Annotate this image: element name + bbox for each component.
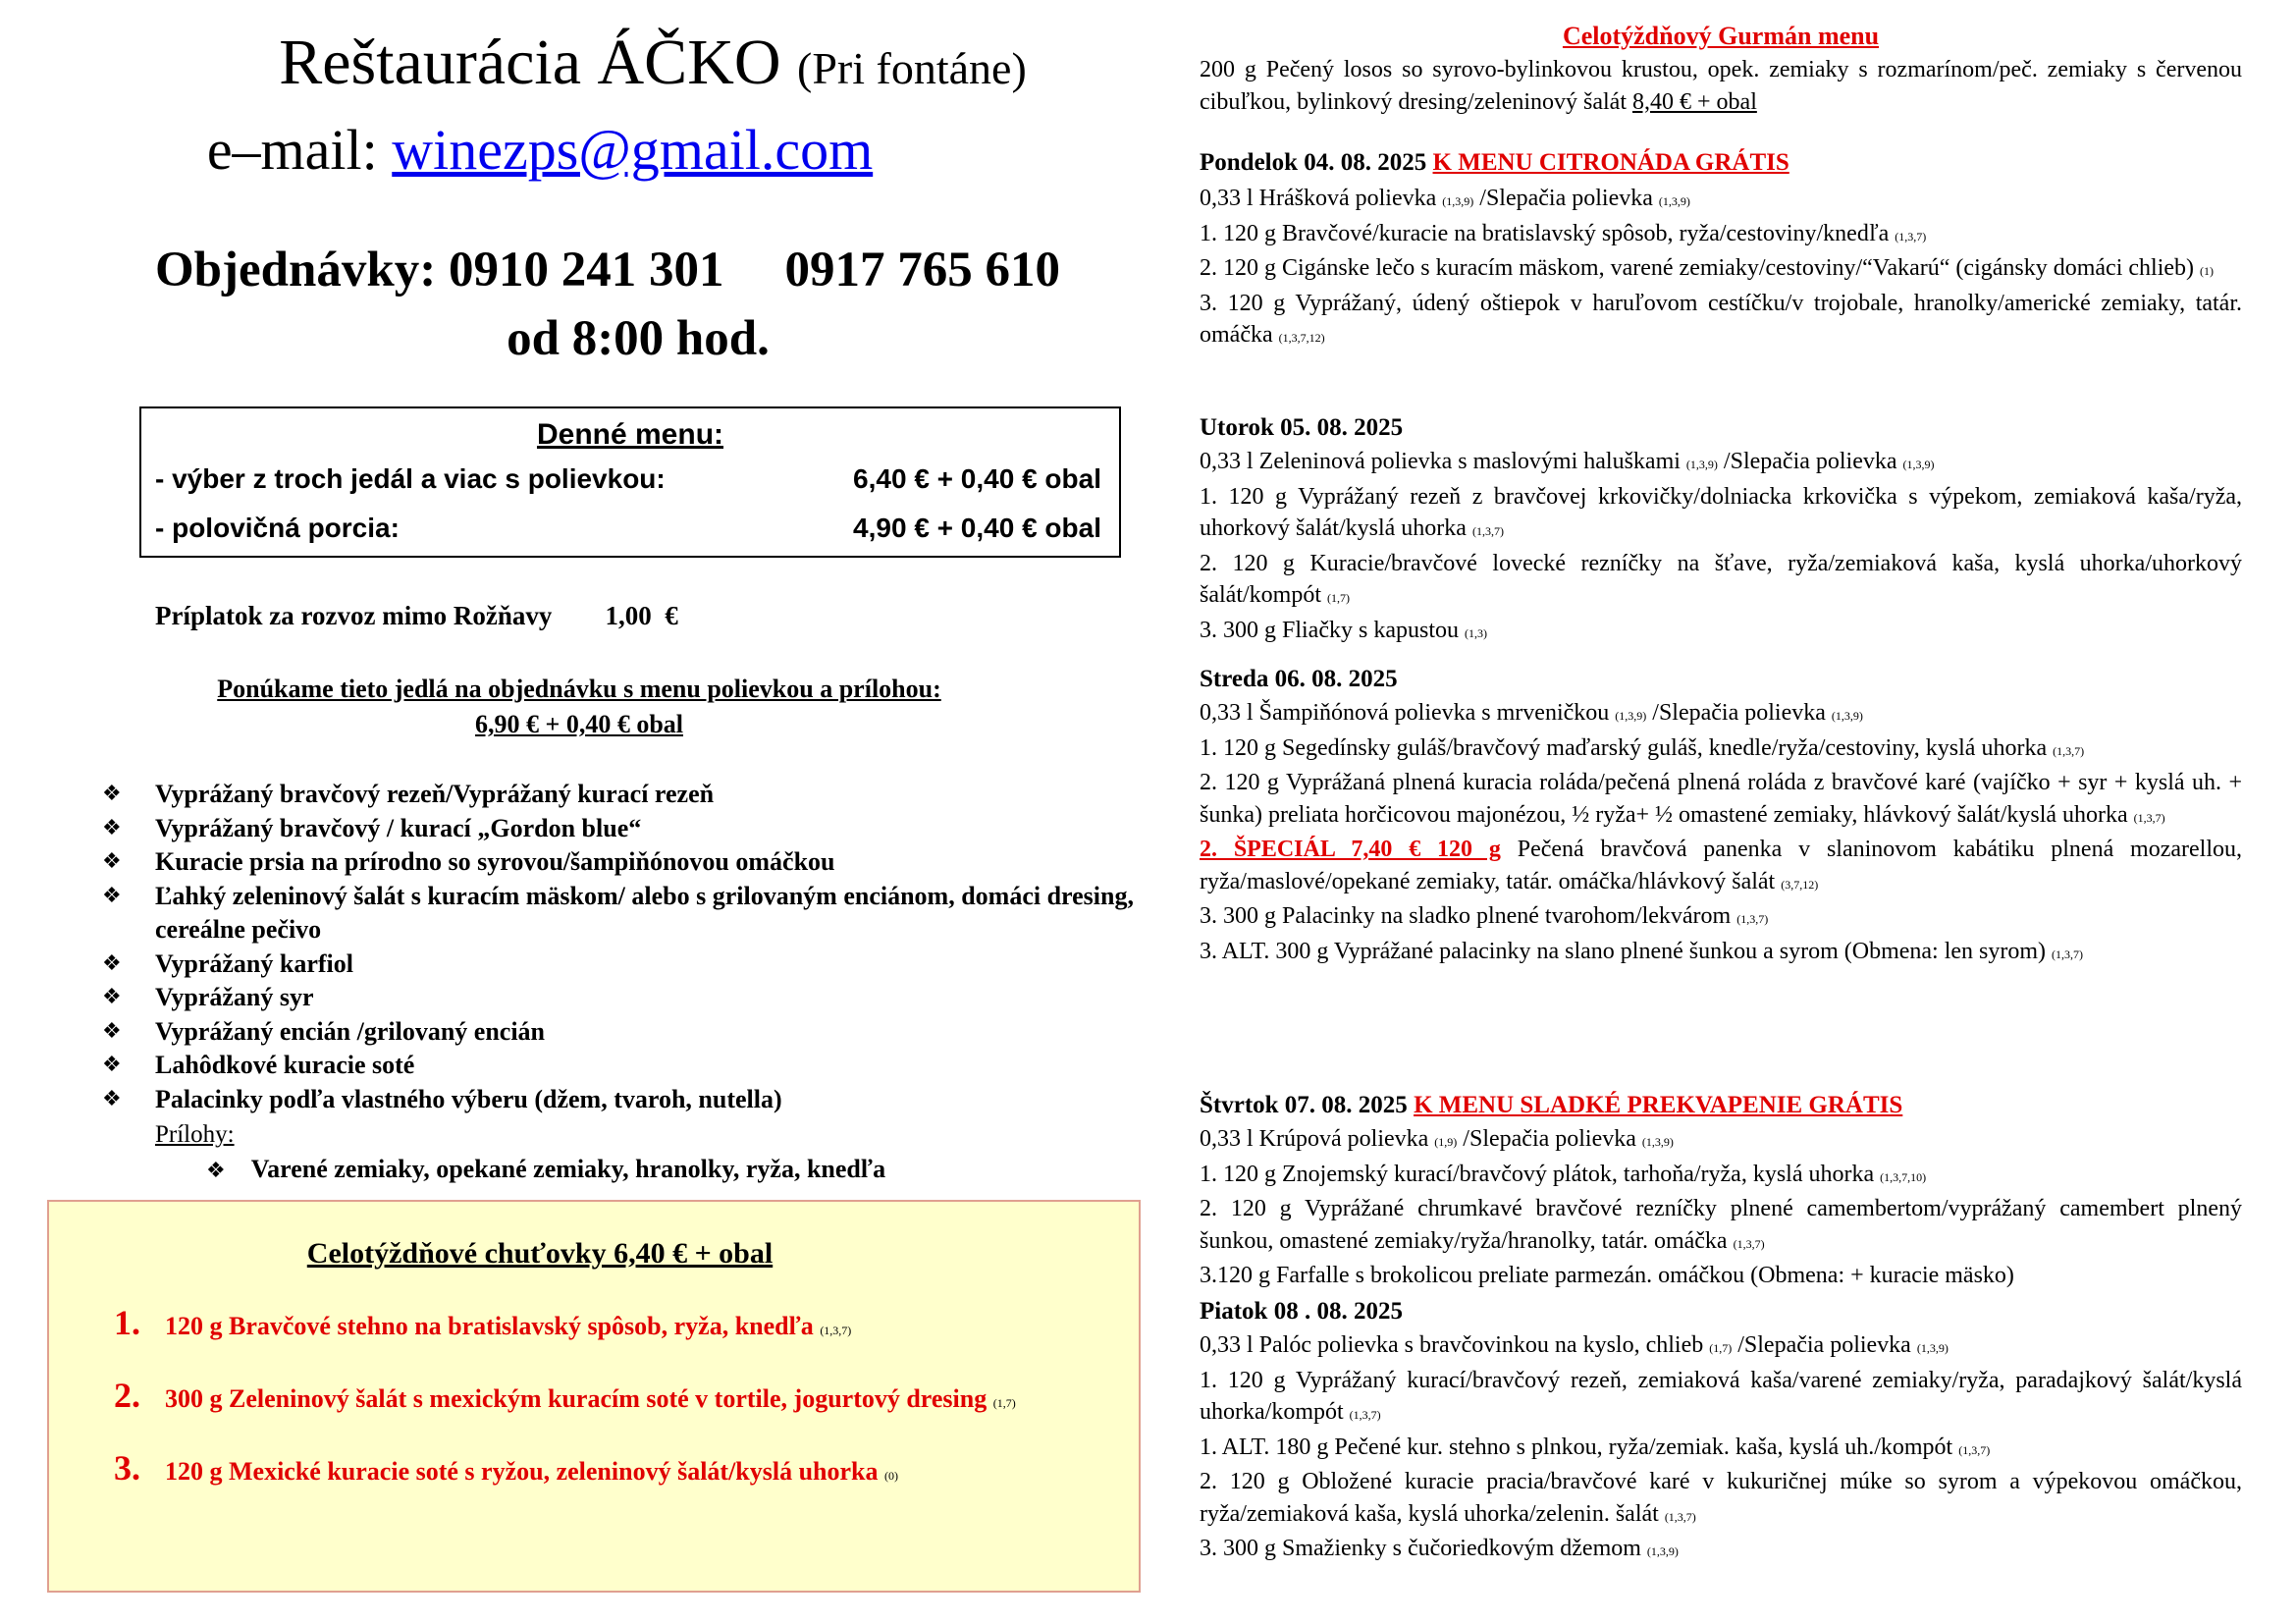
bullet-icon: ❖ — [102, 985, 122, 1009]
bullet-icon: ❖ — [206, 1159, 226, 1183]
bullet-icon: ❖ — [102, 1086, 122, 1111]
gurman-menu-text: 200 g Pečený losos so syrovo-bylinkovou krustou, opek. zemiaky s rozmarínom/peč. zemiaky s červenou cibuľkou, bylinkový dresing/zeleninový šalát 8,40 € + obal — [1200, 57, 2242, 115]
daily-menu-half-label: - polovičná porcia: — [155, 513, 400, 543]
menu-line: 1. 120 g Bravčové/kuracie na bratislavský spôsob, ryža/cestoviny/knedľa (1,3,7) — [1200, 220, 1927, 246]
daily-menu-box — [139, 406, 1121, 558]
list-item: ❖ Kuracie prsia na prírodno so syrovou/šampiňónovou omáčkou — [102, 845, 1162, 880]
menu-line: 0,33 l Šampiňónová polievka s mrveničkou (1,3,9) /Slepačia polievka (1,3,9) — [1200, 700, 1863, 726]
friday-menu — [1200, 1329, 2242, 1568]
menu-line: 2. 120 g Vyprážané chrumkavé bravčové rezníčky plnené camembertom/vyprážaný camembert plnený šunkou, omastené zemiaky/ryža/hranolky, tatár. omáčka (1,3,7) — [1200, 1196, 2242, 1254]
weekly-item: 3. 120 g Mexické kuracie soté s ryžou, zeleninový šalát/kyslá uhorka (0) — [114, 1448, 899, 1488]
thursday-menu — [1200, 1123, 2242, 1292]
order-hours: od 8:00 hod. — [507, 311, 770, 366]
daily-menu-half-price: 4,90 € + 0,40 € obal — [853, 513, 1101, 543]
menu-line: 3. 300 g Palacinky na sladko plnené tvarohom/lekvárom (1,3,7) — [1200, 903, 1769, 929]
menu-line: 0,33 l Hrášková polievka (1,3,9) /Slepačia polievka (1,3,9) — [1200, 186, 1690, 211]
restaurant-title — [0, 22, 1306, 110]
email-label: e–mail: — [206, 118, 378, 182]
orders-phone-1: Objednávky: 0910 241 301 — [155, 243, 724, 298]
email-link[interactable]: winezps@gmail.com — [392, 118, 874, 182]
delivery-surcharge — [155, 601, 678, 631]
restaurant-subtitle: (Pri fontáne) — [797, 43, 1027, 93]
menu-line: 2. 120 g Obložené kuracie pracia/bravčové karé v kukuričnej múke so syrom a výpekovou omáčkou, ryža/zemiaková kaša, kyslá uhorka/zelenin. šalát (1,3,7) — [1200, 1469, 2242, 1527]
menu-line: 0,33 l Krúpová polievka (1,9) /Slepačia polievka (1,3,9) — [1200, 1126, 1674, 1152]
offer-text: Ponúkame tieto jedlá na objednávku s menu polievkou a prílohou: — [217, 675, 941, 703]
bullet-icon: ❖ — [102, 1018, 122, 1044]
bullet-icon: ❖ — [102, 849, 122, 874]
orders-line — [155, 240, 1060, 300]
list-item: ❖ Vyprážaný syr — [102, 981, 1162, 1015]
weekly-specials-box — [47, 1200, 1141, 1593]
daily-menu-full-label: - výber z troch jedál a viac s polievkou: — [155, 463, 666, 494]
wednesday-special-label: 2. ŠPECIÁL 7,40 € 120 g — [1200, 837, 1501, 862]
list-item: ❖ Palacinky podľa vlastného výberu (džem, tvaroh, nutella) — [102, 1083, 1162, 1117]
sides-item: ❖ Varené zemiaky, opekané zemiaky, hranolky, ryža, knedľa — [206, 1155, 886, 1183]
offer-price: 6,90 € + 0,40 € obal — [475, 710, 683, 738]
menu-line: 1. 120 g Znojemský kurací/bravčový plátok, tarhoňa/ryža, kyslá uhorka (1,3,7,10) — [1200, 1161, 1927, 1187]
menu-line: 0,33 l Zeleninová polievka s maslovými haluškami (1,3,9) /Slepačia polievka (1,3,9) — [1200, 449, 1935, 474]
bullet-icon: ❖ — [102, 815, 122, 840]
email-line — [0, 116, 1080, 185]
daily-menu-title: Denné menu: — [536, 418, 724, 451]
day-tuesday-title: Utorok 05. 08. 2025 — [1200, 414, 1404, 441]
daily-menu-row-half — [155, 513, 1101, 544]
day-thursday-title: Štvrtok 07. 08. 2025 K MENU SLADKÉ PREKVAPENIE GRÁTIS — [1200, 1092, 1903, 1118]
day-friday-title: Piatok 08 . 08. 2025 — [1200, 1298, 1403, 1325]
weekly-item: 2. 300 g Zeleninový šalát s mexickým kuracím soté v tortile, jogurtový dresing (1,7) — [114, 1376, 1016, 1415]
tuesday-menu — [1200, 446, 2242, 649]
list-item: ❖ Vyprážaný bravčový rezeň/Vyprážaný kurací rezeň — [102, 778, 1162, 812]
menu-line: 1. ALT. 180 g Pečené kur. stehno s plnkou, ryža/zemiak. kaša, kyslá uh./kompót (1,3,7) — [1200, 1434, 1991, 1460]
wednesday-menu — [1200, 697, 2242, 970]
gurman-price: 8,40 € + obal — [1632, 88, 1757, 115]
day-wednesday-title: Streda 06. 08. 2025 — [1200, 666, 1398, 692]
list-item: ❖ Vyprážaný karfiol — [102, 947, 1162, 982]
weekly-item: 1. 120 g Bravčové stehno na bratislavský spôsob, ryža, knedľa (1,3,7) — [114, 1303, 852, 1342]
menu-line: 3. 300 g Smažienky s čučoriedkovým džemom (1,3,9) — [1200, 1536, 1679, 1561]
menu-line: 1. 120 g Segedínsky guláš/bravčový maďarský guláš, knedle/ryža/cestoviny, kyslá uhorka (1,3,7) — [1200, 734, 2085, 761]
menu-line: 1. 120 g Vyprážaný kurací/bravčový rezeň, zemiaková kaša/varené zemiaky/ryža, paradajkový šalát/kyslá uhorka/kompót (1,3,7) — [1200, 1367, 2242, 1425]
bullet-icon: ❖ — [102, 950, 122, 976]
bullet-icon: ❖ — [102, 782, 122, 806]
monday-menu — [1200, 183, 2242, 354]
menu-line: 2. 120 g Cigánske lečo s kuracím mäskom, varené zemiaky/cestoviny/“Vakarú“ (cigánsky domáci chlieb) (1) — [1200, 255, 2215, 281]
order-offer — [0, 672, 1158, 742]
list-item: ❖ Lahôdkové kuracie soté — [102, 1049, 1162, 1083]
sides-label: Prílohy: — [155, 1121, 235, 1148]
dish-list — [102, 778, 1162, 1116]
menu-line: 3. 120 g Vyprážaný, údený oštiepok v haruľovom cestíčku/v trojobale, hranolky/americké zemiaky, tatár. omáčka (1,3,7,12) — [1200, 290, 2242, 348]
orders-phone-2: 0917 765 610 — [784, 243, 1060, 298]
surcharge-label: Príplatok za rozvoz mimo Rožňavy — [155, 601, 553, 630]
restaurant-name: Reštaurácia ÁČKO — [279, 27, 781, 98]
monday-promo: K MENU CITRONÁDA GRÁTIS — [1432, 149, 1789, 176]
menu-line: 2. 120 g Vyprážaná plnená kuracia roláda/pečená plnená roláda z bravčové karé (vajíčko + syr + kyslá uh. + šunka) preliata horčicovou majonézou, ½ ryža+ ½ omastené zemiaky, hlávkový šalát/kyslá uhorka (1,3,7) — [1200, 770, 2242, 828]
weekly-specials-title: Celotýždňové chuťovky 6,40 € + obal — [306, 1237, 774, 1270]
menu-line: 2. ŠPECIÁL 7,40 € 120 g Pečená bravčová panenka v slaninovom kabátiku plnená mozarellou, ryža/maslové/opekané zemiaky, tatár. omáčka/hlávkový šalát (3,7,12) — [1200, 837, 2243, 894]
daily-menu-row-full — [155, 463, 1101, 495]
menu-line: 2. 120 g Kuracie/bravčové lovecké rezníčky na šťave, ryža/zemiaková kaša, kyslá uhorka/uhorkový šalát/kompót (1,7) — [1200, 550, 2242, 608]
list-item: ❖ Vyprážaný bravčový / kurací „Gordon blue“ — [102, 812, 1162, 846]
list-item: ❖ Vyprážaný encián /grilovaný encián — [102, 1015, 1162, 1050]
bullet-icon: ❖ — [102, 883, 122, 908]
thursday-promo: K MENU SLADKÉ PREKVAPENIE GRÁTIS — [1414, 1092, 1903, 1118]
surcharge-price: 1,00 € — [605, 601, 678, 630]
gurman-menu-title: Celotýždňový Gurmán menu — [1562, 22, 1880, 50]
bullet-icon: ❖ — [102, 1053, 122, 1077]
daily-menu-full-price: 6,40 € + 0,40 € obal — [853, 463, 1101, 494]
menu-line: 3. ALT. 300 g Vyprážané palacinky na slano plnené šunkou a syrom (Obmena: len syrom) (1,3,7) — [1200, 938, 2084, 964]
menu-line: 3.120 g Farfalle s brokolicou preliate parmezán. omáčkou (Obmena: + kuracie mäsko) — [1200, 1263, 2014, 1288]
menu-line: 3. 300 g Fliačky s kapustou (1,3) — [1200, 617, 1487, 643]
list-item: ❖ Ľahký zeleninový šalát s kuracím mäskom/ alebo s grilovaným enciánom, domáci dresing, cereálne pečivo — [102, 881, 1134, 944]
menu-line: 1. 120 g Vyprážaný rezeň z bravčovej krkovičky/dolniacka krkovička s výpekom, zemiaková kaša/ryža, uhorkový šalát/kyslá uhorka (1,3,7) — [1200, 483, 2242, 541]
day-monday-title: Pondelok 04. 08. 2025 K MENU CITRONÁDA GRÁTIS — [1200, 149, 1789, 176]
menu-line: 0,33 l Palóc polievka s bravčovinkou na kyslo, chlieb (1,7) /Slepačia polievka (1,3,9) — [1200, 1332, 1949, 1358]
